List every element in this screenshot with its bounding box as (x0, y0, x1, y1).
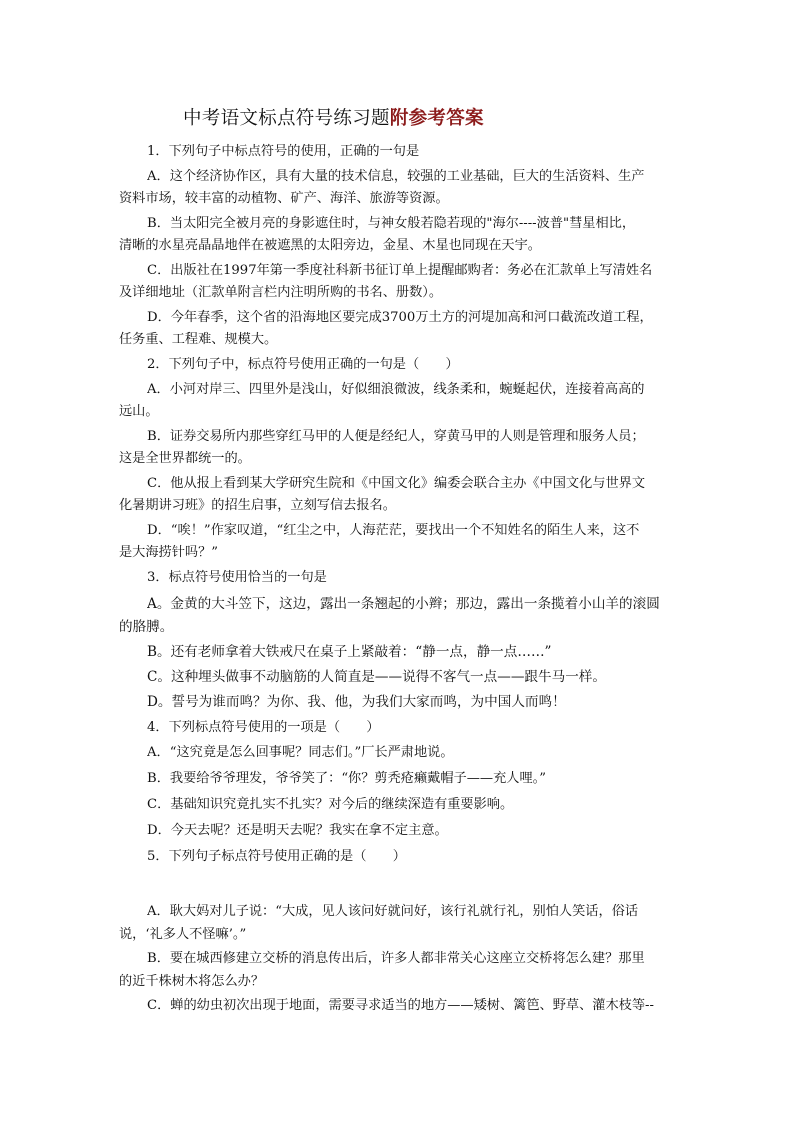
q1-option-a: A．这个经济协作区，具有大量的技术信息，较强的工业基础，巨大的生活资料、生产 (147, 169, 645, 184)
q2-option-b-cont: 这是全世界都统一的。 (119, 451, 251, 466)
q3-option-b: B。还有老师拿着大铁戒尺在桌子上紧敲着：“静一点，静一点……” (147, 644, 552, 660)
q1-option-c-cont: 及详细地址（汇款单附言栏内注明所购的书名、册数）。 (119, 285, 443, 300)
question-4: 4．下列标点符号使用的一项是（ ） (147, 720, 380, 735)
q3-option-a: A。金黄的大斗笠下，这边，露出一条翘起的小辫；那边，露出一条揽着小山羊的滚圆 (147, 596, 660, 612)
question-2: 2．下列句子中，标点符号使用正确的一句是（ ） (147, 357, 459, 372)
q2-option-a-cont: 远山。 (119, 404, 159, 419)
q5-option-b: B．要在城西修建立交桥的消息传出后，许多人都非常关心这座立交桥将怎么建？那里 (147, 951, 645, 966)
q3-option-d: D。誓号为谁而鸣？为你、我、他，为我们大家而鸣，为中国人而鸣！ (147, 694, 566, 710)
q5-option-a: A．耿大妈对儿子说：“大成，见人该问好就问好，该行礼就行礼，别怕人笑话，俗话 (147, 904, 639, 919)
q5-option-a-cont: 说，‘礼多人不怪嘛’。” (119, 927, 247, 942)
q2-option-c-cont: 化暑期讲习班》的招生启事，立刻写信去报名。 (119, 498, 396, 513)
q4-option-d: D．今天去呢？还是明天去呢？我实在拿不定主意。 (147, 823, 448, 838)
q5-option-b-cont: 的近千株树木将怎么办？ (119, 974, 265, 989)
q1-option-b-cont: 清晰的水星亮晶晶地伴在被遮黑的太阳旁边，金星、木星也同现在天宇。 (119, 238, 541, 253)
q5-option-c: C．蝉的幼虫初次出现于地面，需要寻求适当的地方——矮树、篱笆、野草、灌木枝等-- (147, 998, 654, 1013)
q3-option-a-cont: 的胳膊。 (119, 619, 174, 635)
q4-option-c: C．基础知识究竟扎实不扎实？对今后的继续深造有重要影响。 (147, 797, 514, 812)
q1-option-d-cont: 任务重、工程难、规模大。 (119, 332, 278, 347)
q3-option-c: C。这种埋头做事不动脑筋的人简直是——说得不客气一点——跟牛马一样。 (147, 669, 606, 685)
question-5: 5．下列句子标点符号使用正确的是（ ） (147, 849, 406, 864)
q2-option-b: B．证券交易所内那些穿红马甲的人便是经纪人，穿黄马甲的人则是管理和服务人员； (147, 429, 645, 444)
q2-option-c: C．他从报上看到某大学研究生院和《中国文化》编委会联合主办《中国文化与世界文 (147, 476, 646, 491)
q2-option-d-cont: 是大海捞针吗？” (119, 545, 219, 560)
q1-option-a-cont: 资料市场，较丰富的动植物、矿产、海洋、旅游等资源。 (119, 191, 449, 206)
q4-option-b: B．我要给爷爷理发，爷爷笑了：“你？剪秃疮癞戴帽子——充人哩。” (147, 771, 547, 786)
title-suffix: 附参考答案 (389, 108, 484, 129)
question-1: 1．下列句子中标点符号的使用，正确的一句是 (147, 144, 420, 159)
page-title (183, 104, 484, 130)
q1-option-b: B．当太阳完全被月亮的身影遮住时，与神女般若隐若现的"海尔----波普"彗星相比， (147, 216, 636, 231)
q2-option-d: D．“唉！”作家叹道，“红尘之中，人海茫茫，要找出一个不知姓名的陌生人来，这不 (147, 523, 640, 538)
q4-option-a: A．“这究竟是怎么回事呢？同志们。”厂长严肃地说。 (147, 745, 454, 760)
question-3: 3．标点符号使用恰当的一句是 (147, 570, 327, 585)
title-main: 中考语文标点符号练习题 (183, 108, 390, 129)
q1-option-c: C．出版社在1997年第一季度社科新书征订单上提醒邮购者：务必在汇款单上写清姓名 (147, 263, 653, 278)
q1-option-d: D．今年春季，这个省的沿海地区要完成3700万土方的河堤加高和河口截流改道工程， (147, 310, 653, 325)
q2-option-a: A．小河对岸三、四里外是浅山，好似细浪微波，线条柔和，蜿蜒起伏，连接着高高的 (147, 382, 645, 397)
